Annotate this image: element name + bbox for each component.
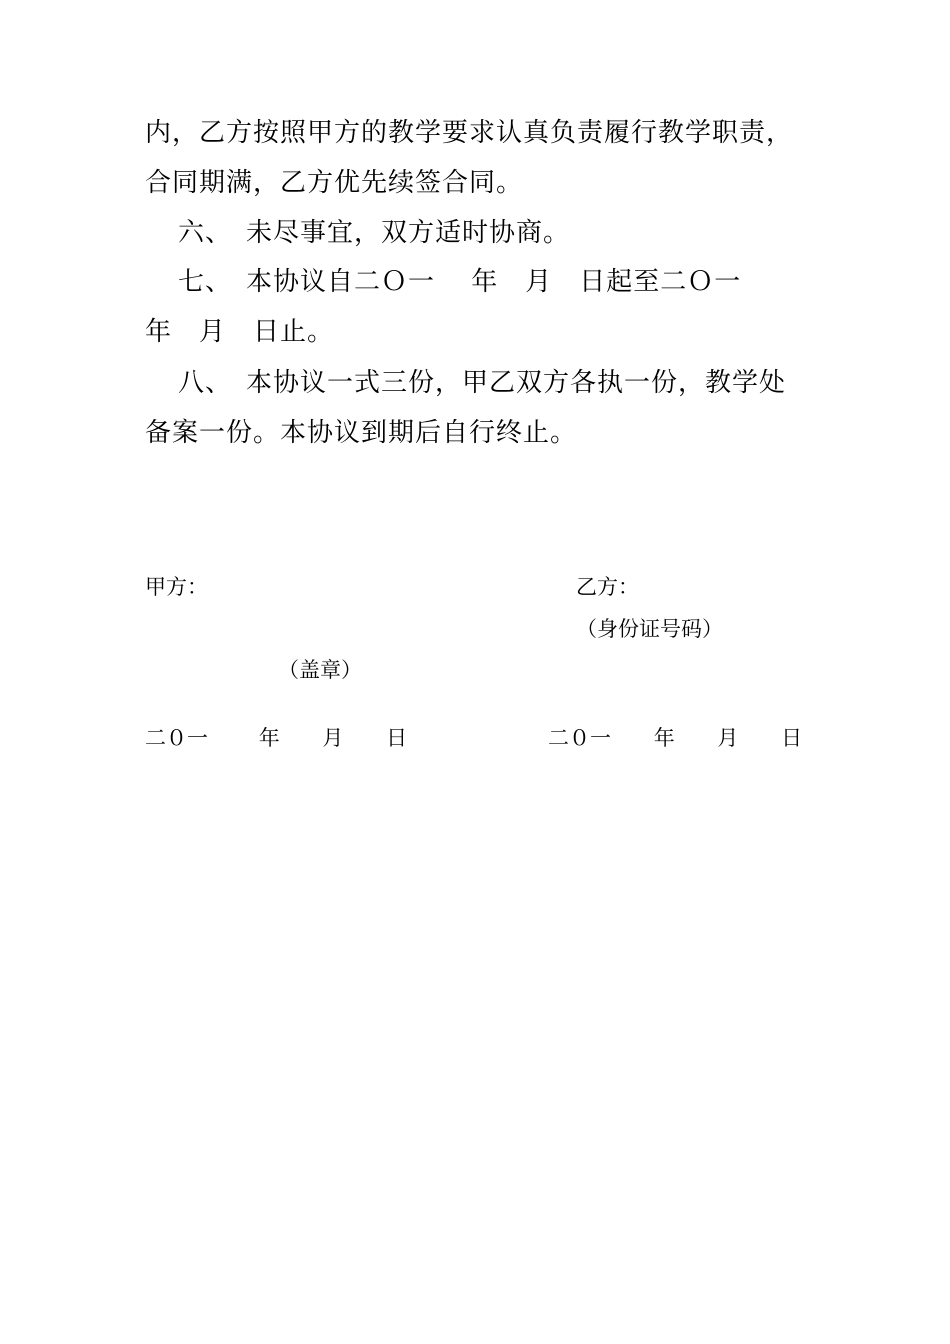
clause-five-continuation-line-2: 合同期满，乙方优先续签合同。 bbox=[145, 168, 524, 198]
clause-five-continuation-line-1: 内，乙方按照甲方的教学要求认真负责履行教学职责， bbox=[145, 118, 794, 148]
party-a-date bbox=[145, 724, 407, 752]
clause-six: 六、 未尽事宜，双方适时协商。 bbox=[178, 218, 571, 248]
clause-seven-line-2: 年 月 日止。 bbox=[145, 317, 335, 347]
clause-eight-line-1: 八、 本协议一式三份，甲乙双方各执一份，教学处 bbox=[178, 368, 787, 398]
date-year: 年 bbox=[258, 726, 280, 750]
date-prefix: 二０一 bbox=[548, 726, 611, 750]
date-day: 日 bbox=[781, 726, 803, 750]
id-number-label: （身份证号码） bbox=[576, 617, 723, 641]
party-a-label: 甲方： bbox=[145, 575, 208, 599]
clause-eight-line-2: 备案一份。本协议到期后自行终止。 bbox=[145, 418, 578, 448]
party-b-date bbox=[548, 724, 802, 752]
date-month: 月 bbox=[322, 726, 344, 750]
clause-seven-line-1: 七、 本协议自二Ｏ一 年 月 日起至二Ｏ一 bbox=[178, 267, 742, 297]
party-b-label: 乙方： bbox=[576, 575, 639, 599]
date-prefix: 二０一 bbox=[145, 726, 208, 750]
seal-label: （盖章） bbox=[278, 658, 362, 682]
date-month: 月 bbox=[717, 726, 739, 750]
date-day: 日 bbox=[386, 726, 408, 750]
date-year: 年 bbox=[653, 726, 675, 750]
